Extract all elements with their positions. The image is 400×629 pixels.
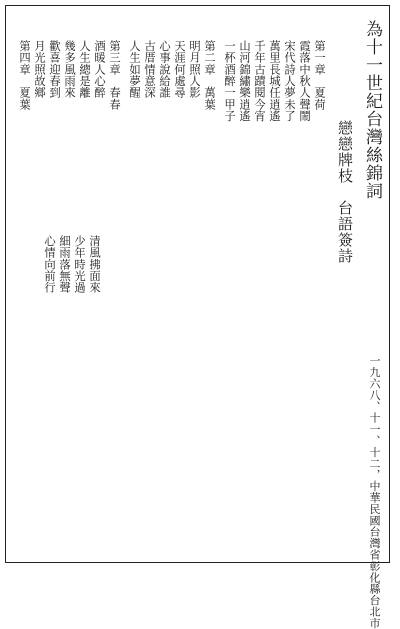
poem-line: 一杯酒醉一甲子 [223, 40, 236, 122]
poem-line: 月光照故鄉 [33, 40, 46, 99]
document-subtitle: 戀戀牌枝 台語簽詩 [336, 120, 354, 264]
poem-line: 心事說給誰 [158, 40, 171, 99]
poem-line: 細雨落無聲 [58, 235, 71, 294]
section-label: 第二章 萬葉 [203, 40, 216, 157]
poem-line: 少年時光過 [73, 235, 86, 294]
document-footer: 一九六八、十一、十二，中華民國台灣省彰化縣台北市 [368, 355, 381, 629]
poem-line: 心情向前行 [43, 235, 56, 294]
document-title: 為十一世紀台灣絲錦詞 [362, 20, 382, 200]
poem-line: 千年古蹟閱今宵 [253, 40, 266, 122]
poem-line: 人生如夢醒 [128, 40, 141, 99]
poem-line: 歡喜迎春到 [48, 40, 61, 99]
poem-line: 清風拂面來 [88, 235, 101, 294]
poem-line: 霞落中秋人聲鬧 [298, 40, 311, 122]
poem-line: 萬里長城任逍遙 [268, 40, 281, 122]
poem-line: 古厝情意深 [143, 40, 156, 99]
poem-line: 明月照人影 [188, 40, 201, 99]
poem-line: 天涯何處尋 [173, 40, 186, 99]
poem-line: 人生總是離 [78, 40, 91, 99]
poem-line: 酒暖人心醉 [93, 40, 106, 99]
section-label: 第三章 春春 [108, 40, 121, 111]
section-label: 第四章 夏葉 [18, 40, 31, 111]
poem-line: 幾多風雨來 [63, 40, 76, 99]
section-label: 第一章 夏荷 [313, 40, 326, 157]
poem-line: 山河錦繡樂逍遙 [238, 40, 251, 122]
poem-line: 宋代詩人夢未了 [283, 40, 296, 122]
